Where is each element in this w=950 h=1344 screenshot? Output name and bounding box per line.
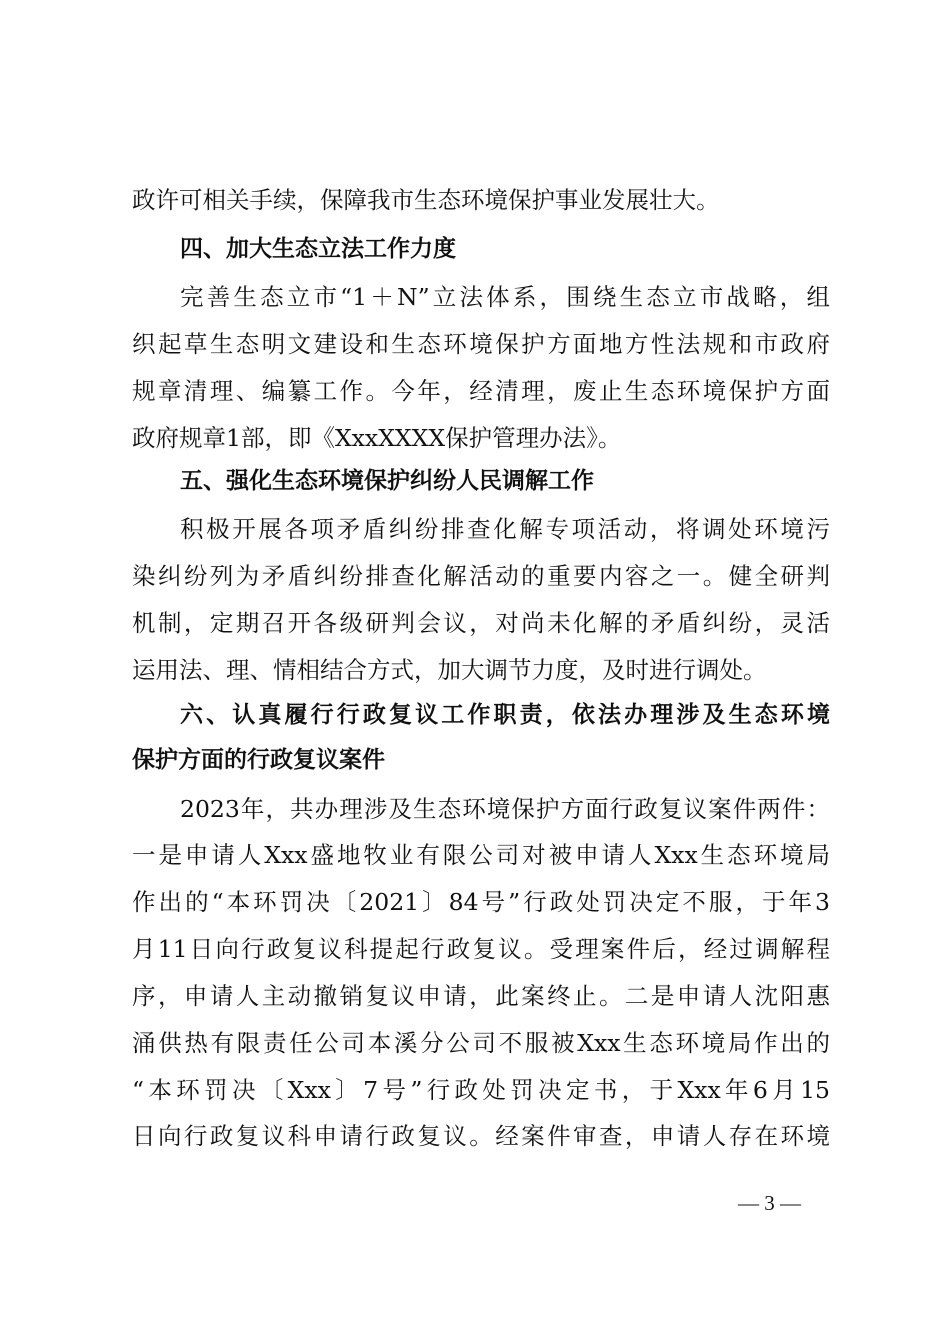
body-text-line: 月11日向行政复议科提起行政复议。受理案件后，经过调解程 [132,935,830,963]
body-text-line: 完善生态立市“1＋N”立法体系，围绕生态立市战略，组 [180,283,830,311]
section-heading-5: 五、强化生态环境保护纠纷人民调解工作 [180,468,594,494]
body-text-line: 序，申请人主动撤销复议申请，此案终止。二是申请人沈阳惠 [132,982,830,1010]
body-text-line: 日向行政复议科申请行政复议。经案件审查，申请人存在环境 [132,1122,830,1150]
body-text-line: 一是申请人Xxx盛地牧业有限公司对被申请人Xxx生态环境局 [132,841,830,869]
body-text-line: 机制，定期召开各级研判会议，对尚未化解的矛盾纠纷，灵活 [132,609,830,637]
body-text-line: 涌供热有限责任公司本溪分公司不服被Xxx生态环境局作出的 [132,1029,830,1057]
page-number: — 3 — [738,1191,801,1215]
body-text-line: 政许可相关手续，保障我市生态环境保护事业发展壮大。 [132,186,720,214]
body-text-line: “本环罚决〔Xxx〕7号”行政处罚决定书，于Xxx年6月15 [132,1076,830,1104]
body-text-line: 积极开展各项矛盾纠纷排查化解专项活动，将调处环境污 [180,515,830,543]
body-text-line: 作出的“本环罚决〔2021〕84号”行政处罚决定不服，于年3 [132,888,830,916]
body-text-line: 2023年，共办理涉及生态环境保护方面行政复议案件两件： [180,795,830,823]
section-heading-6: 六、认真履行行政复议工作职责，依法办理涉及生态环境 [180,702,830,728]
body-text-line: 运用法、理、情相结合方式，加大调节力度，及时进行调处。 [132,656,767,684]
body-text-line: 染纠纷列为矛盾纠纷排查化解活动的重要内容之一。健全研判 [132,562,830,590]
section-heading-6-continued: 保护方面的行政复议案件 [132,747,385,773]
body-text-line: 织起草生态明文建设和生态环境保护方面地方性法规和市政府 [132,330,830,358]
body-text-line: 规章清理、编纂工作。今年，经清理，废止生态环境保护方面 [132,377,830,405]
section-heading-4: 四、加大生态立法工作力度 [180,236,456,262]
body-text-line: 政府规章1部，即《XxxXXXX保护管理办法》。 [132,424,622,452]
